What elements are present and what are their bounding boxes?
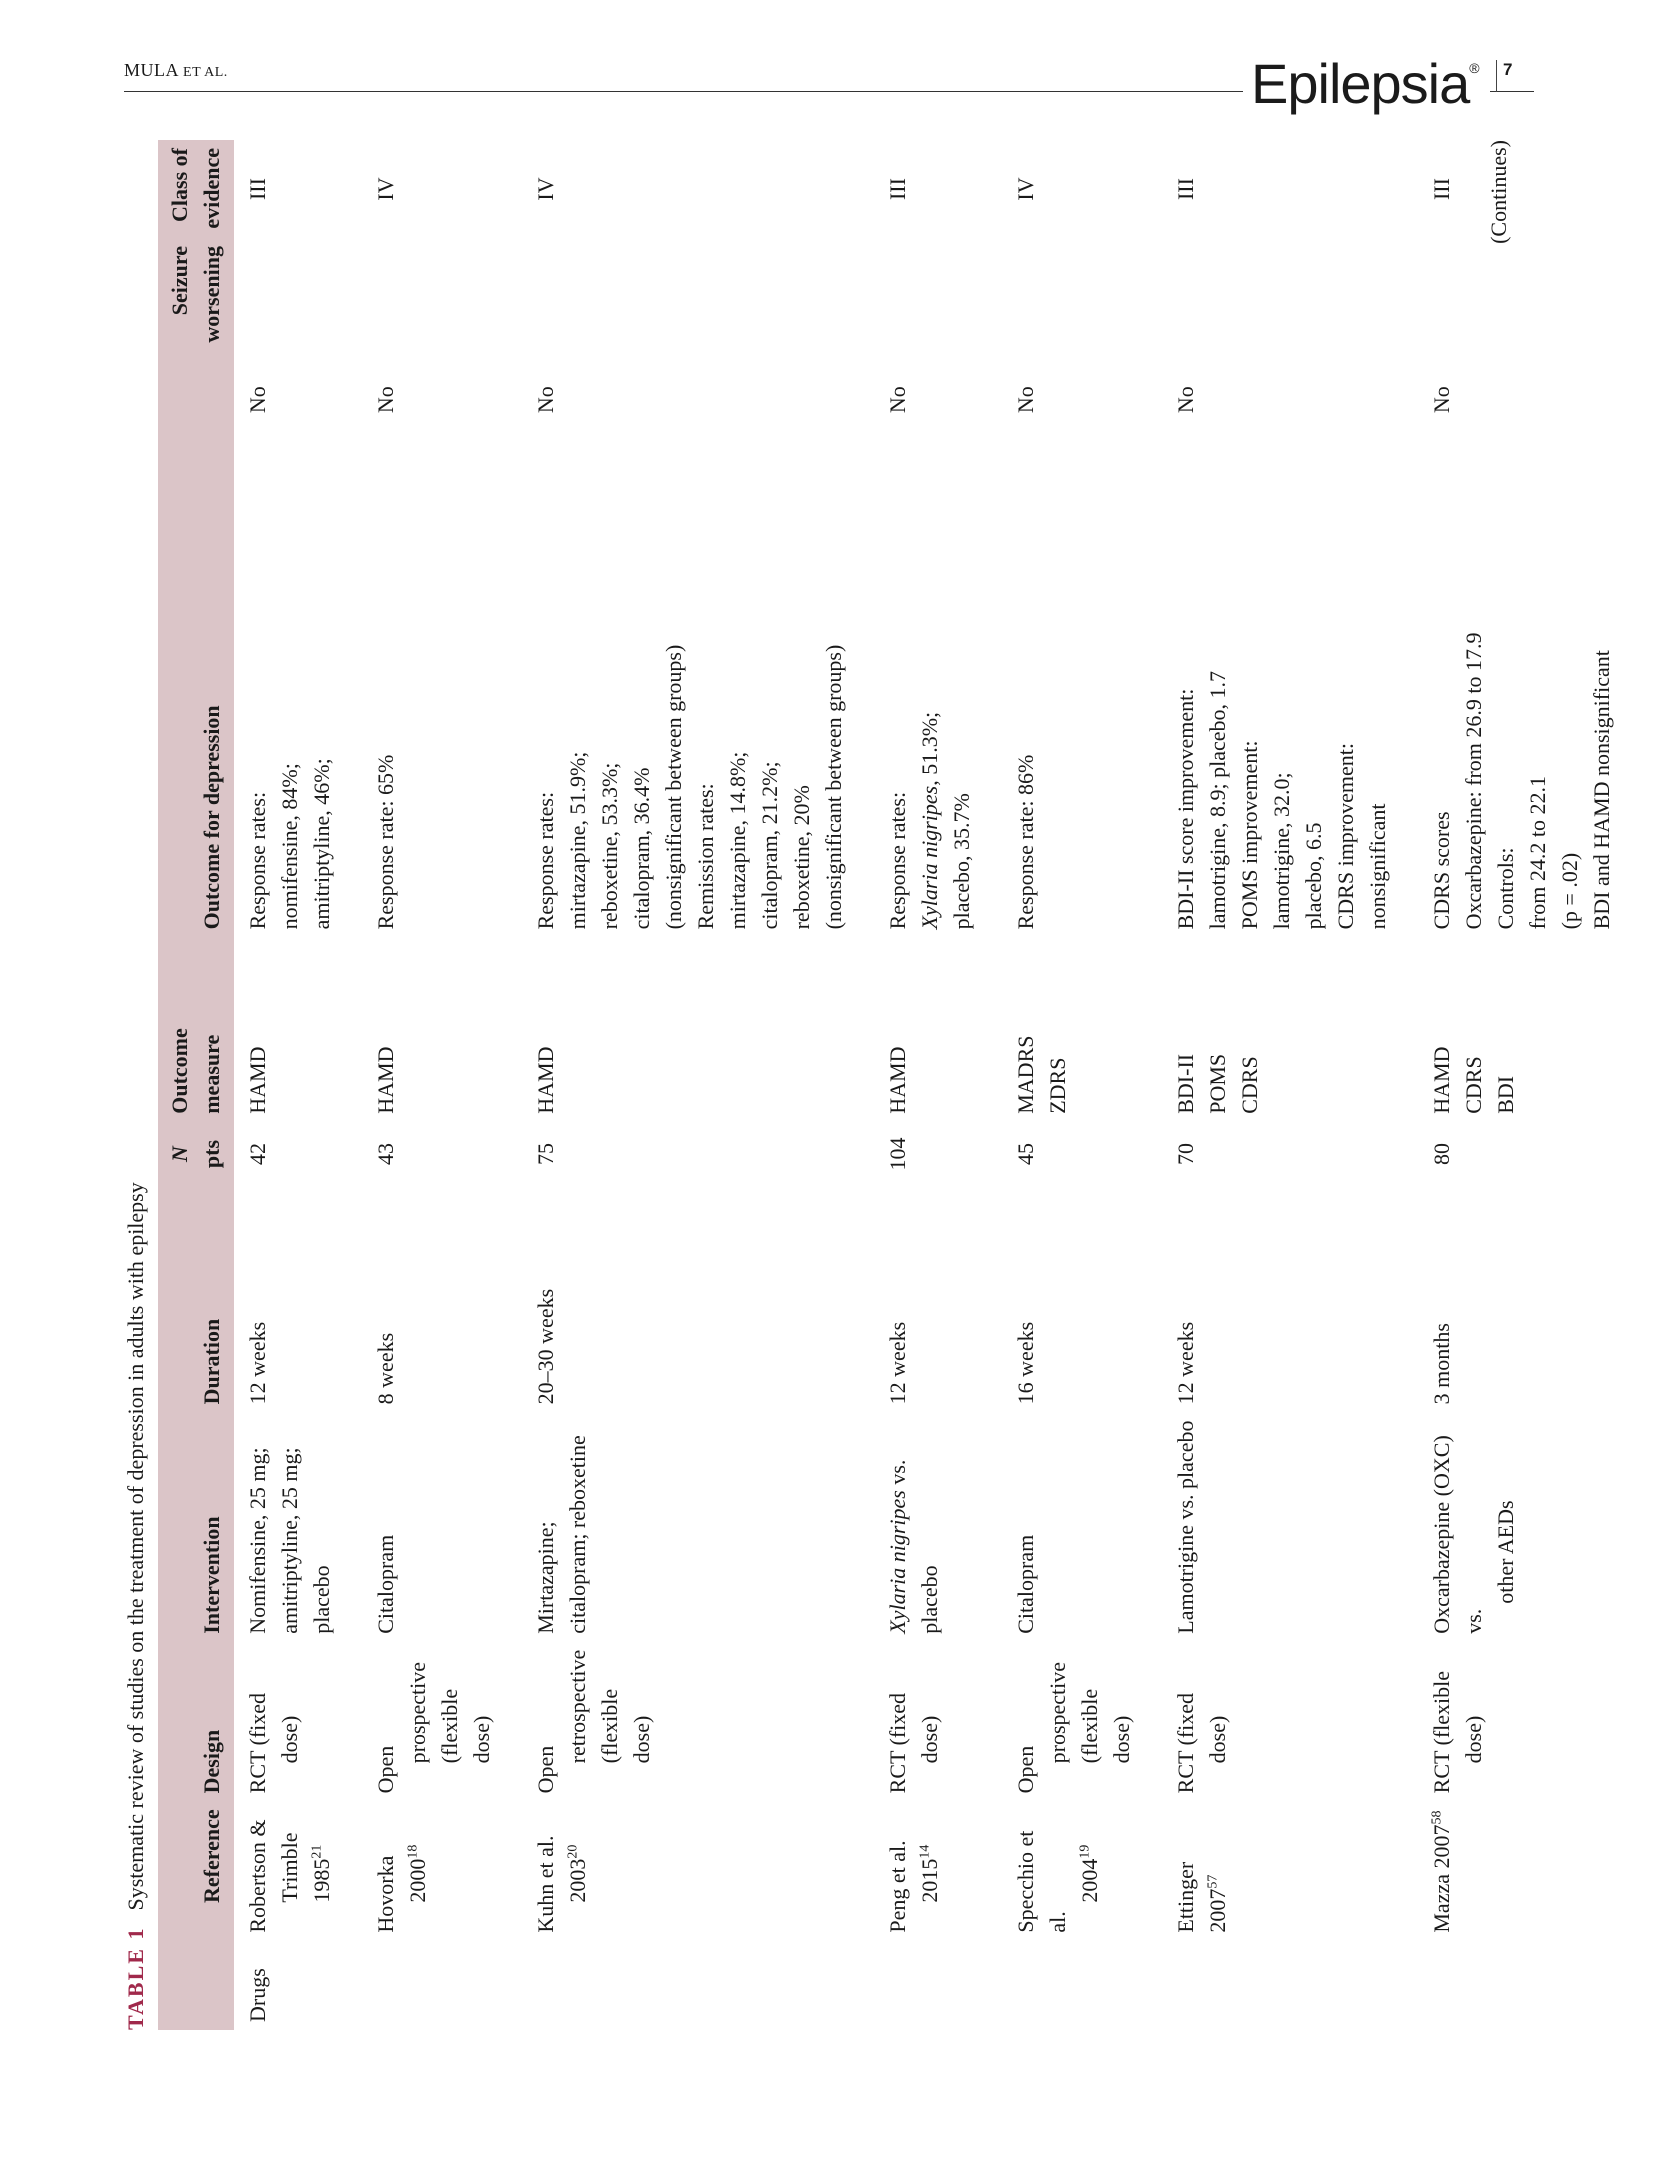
cell-intervention: Nomifensine, 25 mg; amitriptyline, 25 mg; placebo (245, 1447, 334, 1634)
cell-outcome-measure: HAMD (885, 1046, 910, 1114)
cell-seizure-worsening: No (1173, 386, 1198, 414)
header-outcome-depression: Outcome for depression (158, 561, 234, 937)
journal-logo: Epilepsia® (1243, 52, 1490, 116)
table-caption (118, 1182, 154, 2030)
cell-class-of-evidence: IV (373, 177, 398, 201)
cell-seizure-worsening: No (373, 386, 398, 414)
cell-outcome-depression: BDI-II score improvement: lamotrigine, 8.9; placebo, 1.7 POMS improvement: lamotrigine, 32.0; placebo, 6.5 CDRS improvement: nonsignificant (1173, 670, 1390, 930)
cell-design: RCT (flexible dose) (1429, 1670, 1486, 1794)
cell-duration: 12 weeks (885, 1321, 910, 1405)
header-duration: Duration (158, 1186, 234, 1412)
header-outcome-measure: Outcome measure (158, 937, 234, 1121)
cell-reference: Robertson & Trimble 1985$^{21}$ (245, 1819, 334, 1933)
table-header-row (158, 140, 234, 2030)
header-reference: Reference (158, 1801, 234, 1940)
cell-design: RCT (fixed dose) (1173, 1692, 1230, 1794)
running-head: MULA ET AL. (124, 60, 228, 80)
table-row (234, 140, 366, 2030)
cell-design: RCT (fixed dose) (245, 1692, 302, 1794)
cell-outcome-depression: CDRS scores Oxcarbazepine: from 26.9 to 17.9 Controls: from 24.2 to 22.1 (p = .02) BDI and HAMD nonsignificant (1429, 632, 1614, 930)
cell-n-pts: 80 (1429, 1143, 1454, 1166)
cell-intervention: Oxcarbazepine (OXC) vs. other AEDs (1429, 1435, 1518, 1634)
header-section (158, 1941, 234, 2030)
cell-duration: 8 weeks (373, 1332, 398, 1405)
cell-reference: Peng et al. 2015$^{14}$ (885, 1840, 942, 1933)
cell-intervention: Citalopram (1013, 1534, 1038, 1634)
cell-design: Open prospective (flexible dose) (1013, 1661, 1134, 1794)
cell-seizure-worsening: No (1013, 386, 1038, 414)
cell-intervention: Citalopram (373, 1534, 398, 1634)
cell-n-pts: 75 (533, 1143, 558, 1166)
cell-duration: 20–30 weeks (533, 1288, 558, 1405)
table-row (1166, 140, 1422, 2030)
rotated-table-container (118, 130, 1614, 2030)
cell-duration: 12 weeks (245, 1321, 270, 1405)
table-continues-note: (Continues) (1486, 140, 1511, 244)
cell-outcome-depression: Response rate: 65% (373, 754, 398, 930)
cell-reference: Ettinger 2007$^{57}$ (1173, 1861, 1230, 1933)
table-row (1422, 140, 1618, 2030)
cell-class-of-evidence: III (1173, 178, 1198, 201)
cell-design: Open retrospective (flexible dose) (533, 1649, 654, 1794)
studies-table (158, 140, 1618, 2030)
cell-class-of-evidence: III (245, 178, 270, 201)
cell-class-of-evidence: IV (533, 177, 558, 201)
header-design: Design (158, 1642, 234, 1802)
header-seizure-worsening: Seizure worsening (158, 238, 234, 561)
table-caption-text: Systematic review of studies on the treatment of depression in adults with epilepsy (123, 1182, 148, 1911)
cell-outcome-measure: HAMD CDRS BDI (1429, 1046, 1518, 1114)
cell-duration: 12 weeks (1173, 1321, 1198, 1405)
table-label: TABLE 1 (123, 1926, 148, 2030)
cell-seizure-worsening: No (1429, 386, 1454, 414)
cell-seizure-worsening: No (533, 386, 558, 414)
cell-class-of-evidence: III (885, 178, 910, 201)
cell-seizure-worsening: No (885, 386, 910, 414)
cell-outcome-depression: Response rates: mirtazapine, 51.9%; reboxetine, 53.3%; citalopram, 36.4% (nonsignificant between groups) Remission rates: mirtazapine, 14.8%; citalopram, 21.2%; reboxetine, 20% (nonsignificant between groups) (533, 644, 846, 930)
page-number-divider (1496, 60, 1497, 92)
cell-seizure-worsening: No (245, 386, 270, 414)
page-number: 7 (1503, 60, 1513, 79)
cell-intervention: Lamotrigine vs. placebo (1173, 1420, 1198, 1634)
cell-class-of-evidence: IV (1013, 177, 1038, 201)
table-row (366, 140, 526, 2030)
cell-n-pts: 42 (245, 1143, 270, 1166)
cell-reference: Hovorka 2000$^{18}$ (373, 1844, 430, 1933)
cell-n-pts: 45 (1013, 1143, 1038, 1166)
cell-outcome-measure: HAMD (533, 1046, 558, 1114)
cell-outcome-depression: Response rate: 86% (1013, 754, 1038, 930)
header-n-pts: N pts (158, 1122, 234, 1187)
header-intervention: Intervention (158, 1412, 234, 1641)
cell-outcome-measure: HAMD (373, 1046, 398, 1114)
cell-outcome-measure: MADRS ZDRS (1013, 1035, 1070, 1114)
cell-design: RCT (fixed dose) (885, 1692, 942, 1794)
cell-design: Open prospective (flexible dose) (373, 1661, 494, 1794)
section-label: Drugs (245, 1968, 270, 2022)
table-row (878, 140, 1006, 2030)
cell-reference: Kuhn et al. 2003$^{20}$ (533, 1835, 590, 1933)
cell-reference: Mazza 2007$^{58}$ (1429, 1810, 1454, 1933)
cell-outcome-depression: Response rates: Xylaria nigripes, 51.3%; placebo, 35.7% (885, 711, 974, 930)
header-class-of-evidence: Class of evidence (158, 140, 234, 238)
cell-outcome-measure: HAMD (245, 1046, 270, 1114)
table-row (526, 140, 878, 2030)
cell-n-pts: 70 (1173, 1143, 1198, 1166)
cell-reference: Specchio et al. 2004$^{19}$ (1013, 1830, 1102, 1933)
cell-duration: 16 weeks (1013, 1321, 1038, 1405)
cell-intervention: Mirtazapine; citalopram; reboxetine (533, 1435, 590, 1634)
cell-n-pts: 104 (885, 1137, 910, 1171)
table-row (1006, 140, 1166, 2030)
cell-duration: 3 months (1429, 1323, 1454, 1405)
cell-outcome-measure: BDI-II POMS CDRS (1173, 1053, 1262, 1114)
cell-n-pts: 43 (373, 1143, 398, 1166)
cell-outcome-depression: Response rates: nomifensine, 84%; amitriptyline, 46%; (245, 758, 334, 930)
cell-class-of-evidence: III (1429, 178, 1454, 201)
cell-intervention: Xylaria nigripes vs. placebo (885, 1459, 942, 1634)
